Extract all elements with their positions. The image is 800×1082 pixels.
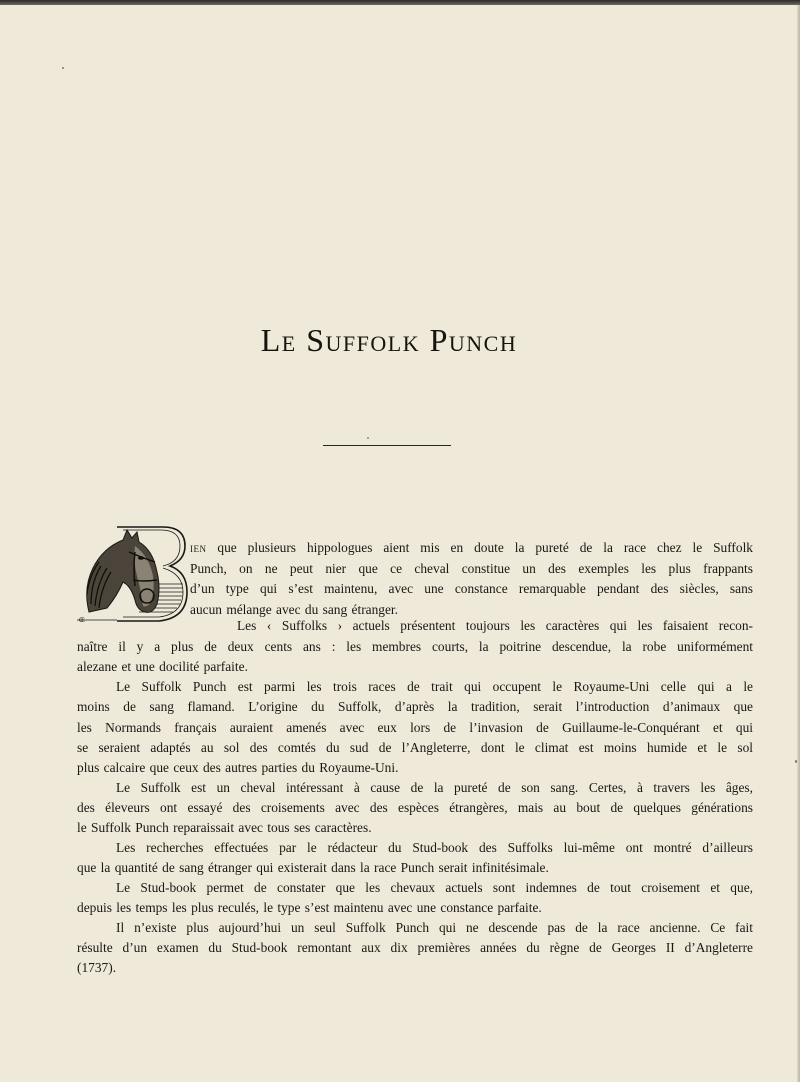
paragraph-text: Les recherches effectuées par le rédacteur du Stud-book des Suffolks lui-même ont montré d’ailleurs — [116, 840, 753, 855]
paragraph-line — [77, 798, 753, 819]
paragraph-text: alezane et une docilité parfaite. — [77, 659, 248, 674]
paragraph-line — [77, 858, 753, 879]
paragraph-text: d’un type qui s’est maintenu, avec une constance remarquable pendant des siècles, sans — [190, 581, 753, 596]
paragraph-text: aucun mélange avec du sang étranger. — [190, 602, 398, 617]
paragraph-line — [77, 657, 753, 678]
paragraph-1-line-1 — [190, 538, 753, 559]
decorated-initial — [77, 524, 189, 624]
paragraph-text: Punch, on ne peut nier que ce cheval constitue un des exemples les plus frappants — [190, 561, 753, 576]
paragraph-text: Il n’existe plus aujourd’hui un seul Suffolk Punch qui ne descende pas de la race ancienne. Ce fait — [116, 920, 753, 935]
paragraph-text: moins de sang flamand. L’origine du Suffolk, d’après la tradition, serait l’introduction d’animaux que — [77, 699, 753, 714]
paragraph-text: que plusieurs hippologues aient mis en doute la pureté de la race chez le Suffolk — [206, 540, 753, 555]
paragraph-text: (1737). — [77, 960, 117, 975]
paragraph-line — [77, 637, 753, 658]
svg-text:ɶ: ɶ — [79, 614, 85, 624]
paragraph-line — [77, 938, 753, 959]
paragraph-line — [237, 616, 753, 637]
paragraph-text: des éleveurs ont essayé des croisements avec des espèces étrangères, mais au bout de quelques générations — [77, 800, 753, 815]
paragraph-line — [77, 738, 753, 759]
paragraph-text: plus calcaire que ceux des autres parties du Royaume-Uni. — [77, 760, 399, 775]
page-title: Le Suffolk Punch — [260, 322, 518, 358]
paper-speck — [62, 67, 64, 69]
paragraph-text: les Normands français auraient amenés avec eux lors de l’invasion de Guillaume-le-Conquérant et qui — [77, 720, 753, 735]
paragraph-text: Le Suffolk Punch est parmi les trois races de trait qui occupent le Royaume-Uni celle qui a le — [116, 679, 753, 694]
paragraph-line — [77, 818, 753, 839]
paragraph-line — [77, 758, 753, 779]
paragraph-line — [77, 958, 753, 979]
paragraph-line — [116, 918, 753, 939]
initial-word-rest: ien — [190, 540, 207, 555]
title-rule — [323, 445, 451, 446]
paragraph-line — [116, 778, 753, 799]
paragraph-text: le Suffolk Punch reparaissait avec tous ses caractères. — [77, 820, 372, 835]
paragraph-text: se seraient adaptés au sol des comtés du sud de l’Angleterre, dont le climat est moins humide et le sol — [77, 740, 753, 755]
paragraph-line — [116, 878, 753, 899]
paper-speck — [795, 760, 797, 763]
paragraph-text: naître il y a plus de deux cents ans : les membres courts, la poitrine descendue, la robe uniformément — [77, 639, 753, 654]
paragraph-line — [77, 697, 753, 718]
paragraph-line — [77, 718, 753, 739]
paragraph-text: résulte d’un examen du Stud-book remontant aux dix premières années du règne de Georges II d’Angleterre — [77, 940, 753, 955]
rule-dot — [367, 437, 369, 439]
paragraph-line — [190, 579, 753, 600]
paragraph-text: que la quantité de sang étranger qui existerait dans la race Punch serait infinitésimale. — [77, 860, 549, 875]
paragraph-line — [116, 838, 753, 859]
paragraph-line — [190, 559, 753, 580]
paragraph-text: Le Stud-book permet de constater que les chevaux actuels sont indemnes de tout croisement et que, — [116, 880, 753, 895]
paragraph-text: Le Suffolk est un cheval intéressant à cause de la pureté de son sang. Certes, à travers les âges, — [116, 780, 753, 795]
paragraph-line — [116, 677, 753, 698]
paragraph-text: Les ‹ Suffolks › actuels présentent toujours les caractères qui les faisaient recon- — [237, 618, 753, 633]
horse-head-initial-illustration — [77, 524, 189, 624]
paragraph-line — [77, 898, 753, 919]
paragraph-text: depuis les temps les plus reculés, le type s’est maintenu avec une constance parfaite. — [77, 900, 542, 915]
